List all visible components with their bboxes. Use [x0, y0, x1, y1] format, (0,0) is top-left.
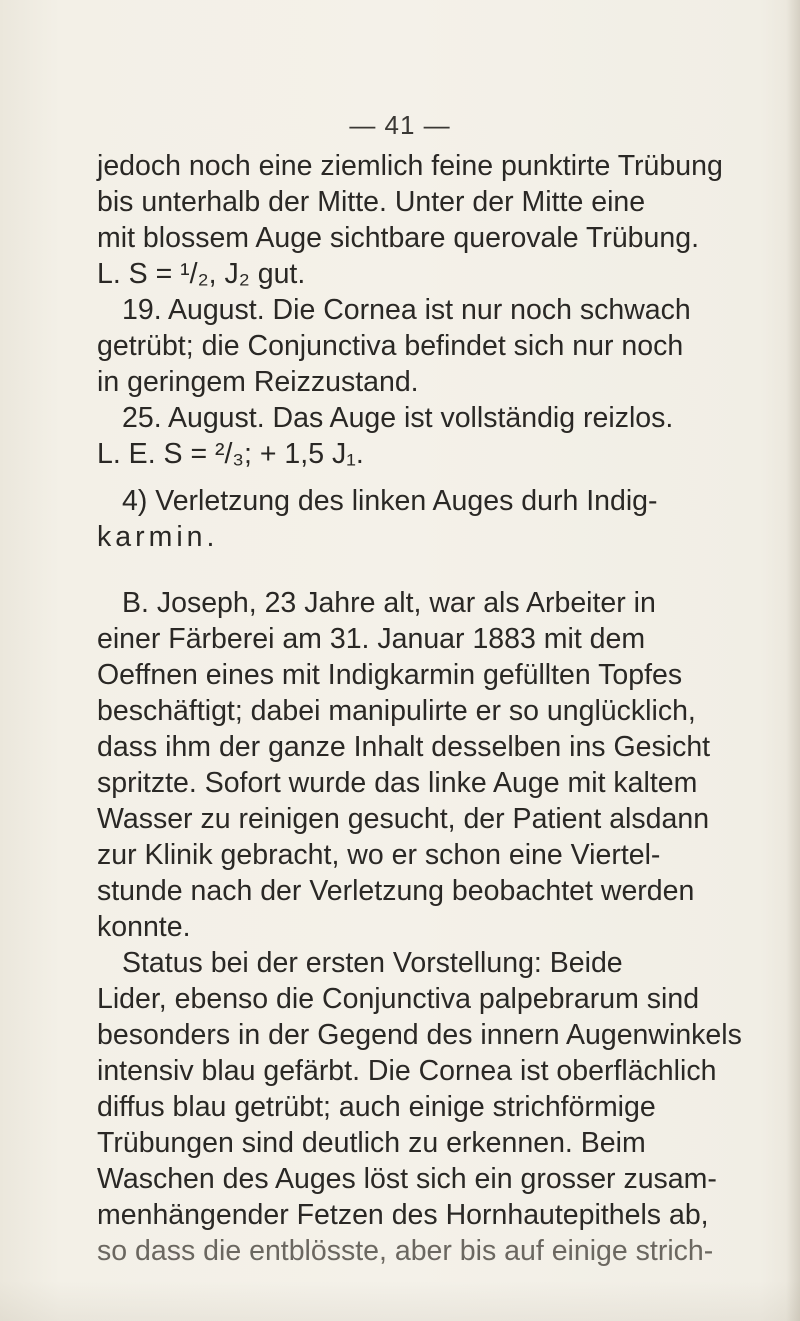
page-number: — 41 — — [349, 110, 451, 140]
text-line: besonders in der Gegend des innern Augenwinkels — [97, 1019, 742, 1051]
text-line: intensiv blau gefärbt. Die Cornea ist oberflächlich — [97, 1055, 717, 1087]
text-line: getrübt; die Conjunctiva befindet sich nur noch — [97, 330, 684, 362]
text-line: mit blossem Auge sichtbare querovale Trübung. — [97, 222, 700, 254]
text-line: in geringem Reizzustand. — [97, 366, 419, 398]
text-line: stunde nach der Verletzung beobachtet werden — [97, 875, 695, 907]
text-line: Lider, ebenso die Conjunctiva palpebrarum sind — [97, 983, 700, 1015]
text-line: jedoch noch eine ziemlich feine punktirte Trübung — [97, 150, 723, 182]
text-line: bis unterhalb der Mitte. Unter der Mitte eine — [97, 186, 646, 218]
text-line: einer Färberei am 31. Januar 1883 mit dem — [97, 623, 646, 655]
text-line: L. S = ¹/₂, J₂ gut. — [97, 258, 306, 290]
text-line: diffus blau getrübt; auch einige strichförmige — [97, 1091, 656, 1123]
text-line: L. E. S = ²/₃; + 1,5 J₁. — [97, 438, 364, 470]
section-heading-line: 4) Verletzung des linken Auges durh Indig- — [122, 485, 658, 517]
text-line: beschäftigt; dabei manipulirte er so unglücklich, — [97, 695, 696, 727]
text-line: so dass die entblösste, aber bis auf einige strich- — [97, 1235, 714, 1267]
text-line: dass ihm der ganze Inhalt desselben ins Gesicht — [97, 731, 711, 763]
text-line: menhängender Fetzen des Hornhautepithels ab, — [97, 1199, 709, 1231]
page-bottom-shade — [0, 1281, 800, 1321]
text-line: Oeffnen eines mit Indigkarmin gefüllten Topfes — [97, 659, 683, 691]
text-line: B. Joseph, 23 Jahre alt, war als Arbeiter in — [122, 587, 656, 619]
page-edge-shadow — [786, 0, 800, 1321]
text-line: 19. August. Die Cornea ist nur noch schwach — [122, 294, 691, 326]
section-heading-line: karmin. — [97, 521, 219, 553]
text-line: Wasser zu reinigen gesucht, der Patient alsdann — [97, 803, 710, 835]
text-line: Status bei der ersten Vorstellung: Beide — [122, 947, 623, 979]
text-line: zur Klinik gebracht, wo er schon eine Viertel- — [97, 839, 661, 871]
text-line: Trübungen sind deutlich zu erkennen. Beim — [97, 1127, 646, 1159]
text-line: 25. August. Das Auge ist vollständig reizlos. — [122, 402, 674, 434]
text-line: konnte. — [97, 911, 191, 943]
text-line: spritzte. Sofort wurde das linke Auge mit kaltem — [97, 767, 698, 799]
text-line: Waschen des Auges löst sich ein grosser zusam- — [97, 1163, 717, 1195]
